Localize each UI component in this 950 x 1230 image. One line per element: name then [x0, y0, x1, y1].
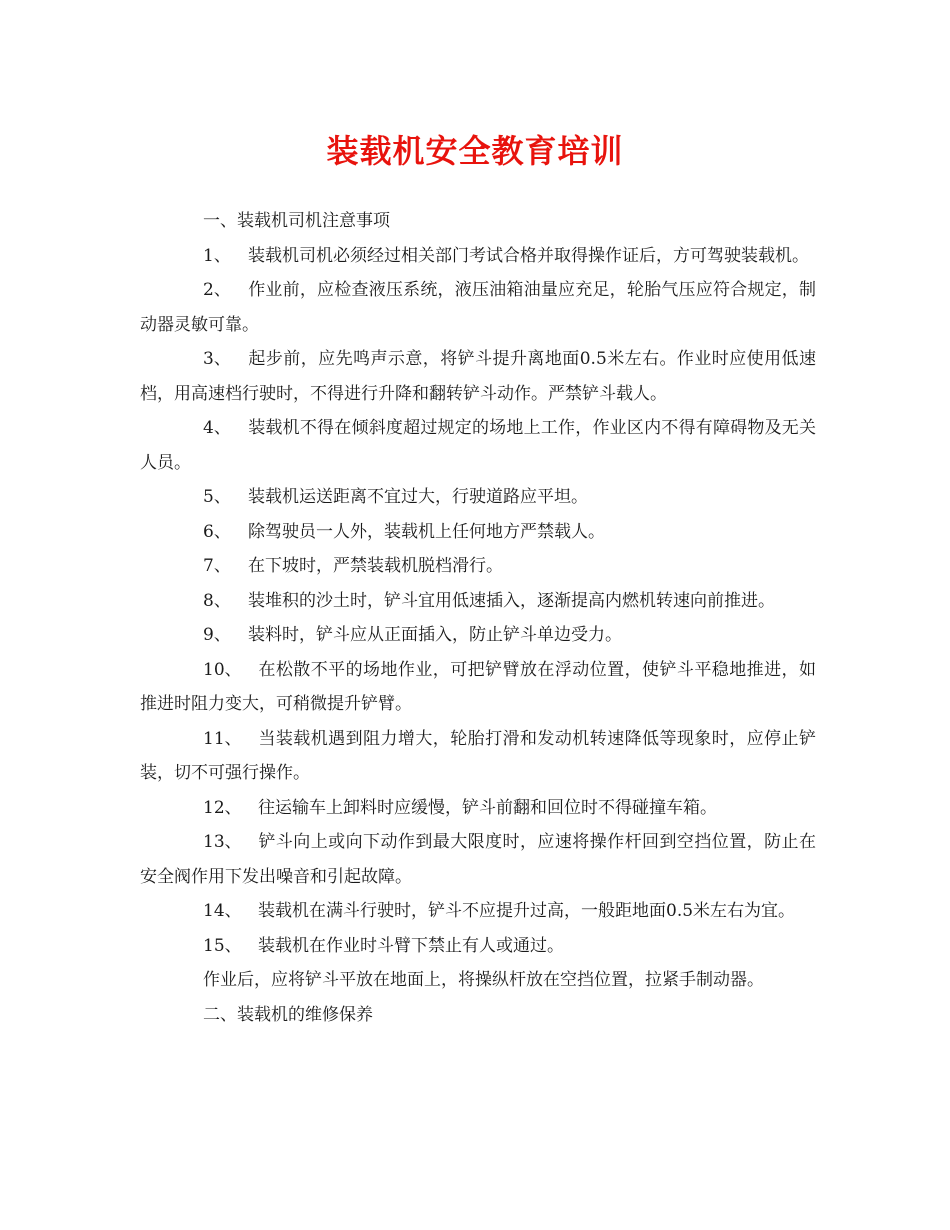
document-title: 装载机安全教育培训 — [326, 132, 624, 170]
item-text: 起步前，应先鸣声示意，将铲斗提升离地面0.5米左右。作业时应使用低速档，用高速档行驶时，不得进行升降和翻转铲斗动作。严禁铲斗载人。 — [140, 349, 816, 404]
section-heading-2: 二、装载机的维修保养 — [203, 1004, 373, 1025]
item-number: 9、 — [203, 625, 231, 645]
list-item — [140, 273, 816, 342]
item-text: 在松散不平的场地作业，可把铲臂放在浮动位置，使铲斗平稳地推进，如推进时阻力变大，可稍微提升铲臂。 — [140, 659, 816, 714]
list-item — [140, 584, 816, 619]
item-text: 装载机不得在倾斜度超过规定的场地上工作，作业区内不得有障碍物及无关人员。 — [140, 418, 816, 473]
item-number: 8、 — [203, 590, 231, 611]
item-number: 11、 — [203, 728, 242, 749]
list-item — [140, 515, 816, 550]
list-item — [140, 342, 816, 411]
item-number: 6、 — [203, 521, 231, 542]
list-item — [140, 894, 816, 929]
closing-paragraph: 作业后，应将铲斗平放在地面上，将操纵杆放在空挡位置，拉紧手制动器。 — [203, 970, 764, 990]
list-item — [140, 791, 816, 826]
list-item — [140, 825, 816, 894]
item-text: 装载机在作业时斗臂下禁止有人或通过。 — [258, 935, 564, 956]
item-text: 除驾驶员一人外，装载机上任何地方严禁载人。 — [248, 521, 605, 542]
item-number: 7、 — [203, 556, 231, 576]
list-item — [140, 618, 816, 653]
list-item — [140, 239, 816, 274]
list-item — [140, 929, 816, 964]
list-item — [140, 480, 816, 515]
item-text: 往运输车上卸料时应缓慢，铲斗前翻和回位时不得碰撞车箱。 — [258, 797, 717, 818]
item-text: 作业前，应检查液压系统，液压油箱油量应充足，轮胎气压应符合规定，制动器灵敏可靠。 — [140, 280, 816, 335]
list-item — [140, 653, 816, 722]
item-number: 14、 — [203, 901, 242, 921]
item-number: 2、 — [203, 280, 231, 300]
section-heading-1: 一、装载机司机注意事项 — [203, 211, 390, 231]
list-item — [140, 549, 816, 584]
item-number: 10、 — [203, 659, 242, 680]
list-item — [140, 411, 816, 480]
item-number: 15、 — [203, 935, 242, 956]
item-text: 当装载机遇到阻力增大，轮胎打滑和发动机转速降低等现象时，应停止铲装，切不可强行操作。 — [140, 728, 816, 783]
item-number: 1、 — [203, 245, 231, 266]
item-text: 装载机运送距离不宜过大，行驶道路应平坦。 — [248, 487, 588, 507]
item-text: 铲斗向上或向下动作到最大限度时，应速将操作杆回到空挡位置，防止在安全阀作用下发出噪音和引起故障。 — [140, 832, 816, 887]
item-number: 5、 — [203, 487, 231, 507]
item-number: 13、 — [203, 832, 242, 852]
document-body — [140, 204, 816, 1032]
item-text: 装载机在满斗行驶时，铲斗不应提升过高，一般距地面0.5米左右为宜。 — [258, 901, 796, 921]
item-text: 装堆积的沙土时，铲斗宜用低速插入，逐渐提高内燃机转速向前推进。 — [248, 590, 775, 611]
item-text: 在下坡时，严禁装载机脱档滑行。 — [248, 556, 503, 576]
item-number: 3、 — [203, 349, 231, 369]
item-number: 4、 — [203, 418, 231, 438]
list-item — [140, 722, 816, 791]
item-text: 装载机司机必须经过相关部门考试合格并取得操作证后，方可驾驶装载机。 — [248, 245, 809, 266]
item-text: 装料时，铲斗应从正面插入，防止铲斗单边受力。 — [248, 625, 622, 645]
item-number: 12、 — [203, 797, 242, 818]
